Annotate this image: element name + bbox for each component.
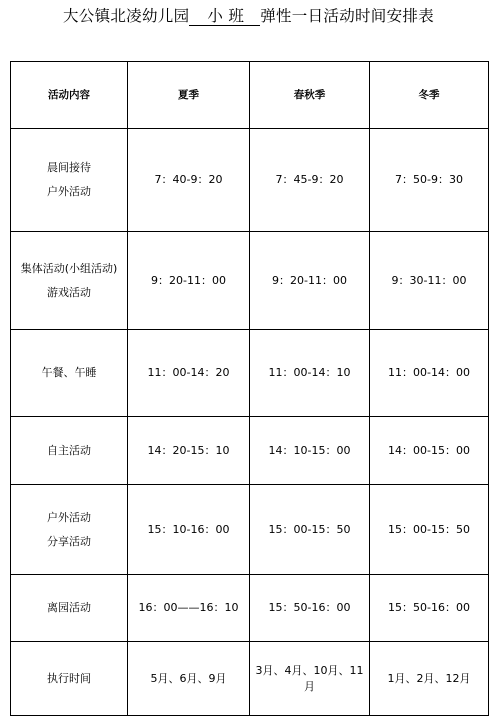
winter-cell: 11：00-14：00 [370,330,489,417]
winter-cell: 9：30-11：00 [370,232,489,330]
activity-cell [11,129,128,232]
table-row [11,330,489,417]
header-summer: 夏季 [128,62,250,129]
header-winter: 冬季 [370,62,489,129]
table-row [11,575,489,642]
winter-cell: 1月、2月、12月 [370,642,489,716]
activity-line: 午餐、午睡 [41,366,97,379]
spring-autumn-cell: 7：45-9：20 [250,129,370,232]
spring-autumn-cell: 11：00-14：10 [250,330,370,417]
activity-cell [11,575,128,642]
table-row [11,485,489,575]
spring-autumn-cell: 15：50-16：00 [250,575,370,642]
header-spring-autumn: 春秋季 [250,62,370,129]
activity-line: 分享活动 [47,534,91,548]
activity-cell [11,330,128,417]
winter-cell: 7：50-9：30 [370,129,489,232]
title-class-name: 小 班 [189,7,260,26]
spring-autumn-cell: 14：10-15：00 [250,417,370,485]
activity-cell [11,485,128,575]
activity-line: 执行时间 [47,671,91,685]
summer-cell: 7：40-9：20 [128,129,250,232]
activity-line: 户外活动 [47,510,91,524]
winter-cell: 15：00-15：50 [370,485,489,575]
summer-cell: 11：00-14：20 [128,330,250,417]
activity-cell [11,417,128,485]
activity-line: 户外活动 [47,185,91,198]
spring-autumn-cell: 9：20-11：00 [250,232,370,330]
summer-cell: 9：20-11：00 [128,232,250,330]
table-row [11,129,489,232]
summer-cell: 16：00——16：10 [128,575,250,642]
title-prefix: 大公镇北凌幼儿园 [62,7,190,25]
table-row [11,417,489,485]
summer-cell: 5月、6月、9月 [128,642,250,716]
header-activity: 活动内容 [11,62,128,129]
activity-line: 离园活动 [47,601,91,614]
spring-autumn-cell: 15：00-15：50 [250,485,370,575]
spring-autumn-cell: 3月、4月、10月、11月 [250,642,370,716]
activity-line: 晨间接待 [47,161,91,174]
activity-cell [11,232,128,330]
page-title [0,4,497,26]
activity-line: 集体活动(小组活动) [20,261,118,275]
table-header-row [11,62,489,129]
winter-cell: 14：00-15：00 [370,417,489,485]
schedule-table [10,61,489,716]
table-row [11,232,489,330]
winter-cell: 15：50-16：00 [370,575,489,642]
table-row [11,642,489,716]
activity-cell [11,642,128,716]
summer-cell: 15：10-16：00 [128,485,250,575]
activity-line: 游戏活动 [47,285,91,299]
activity-line: 自主活动 [47,443,91,457]
summer-cell: 14：20-15：10 [128,417,250,485]
title-suffix: 弹性一日活动时间安排表 [260,7,435,25]
